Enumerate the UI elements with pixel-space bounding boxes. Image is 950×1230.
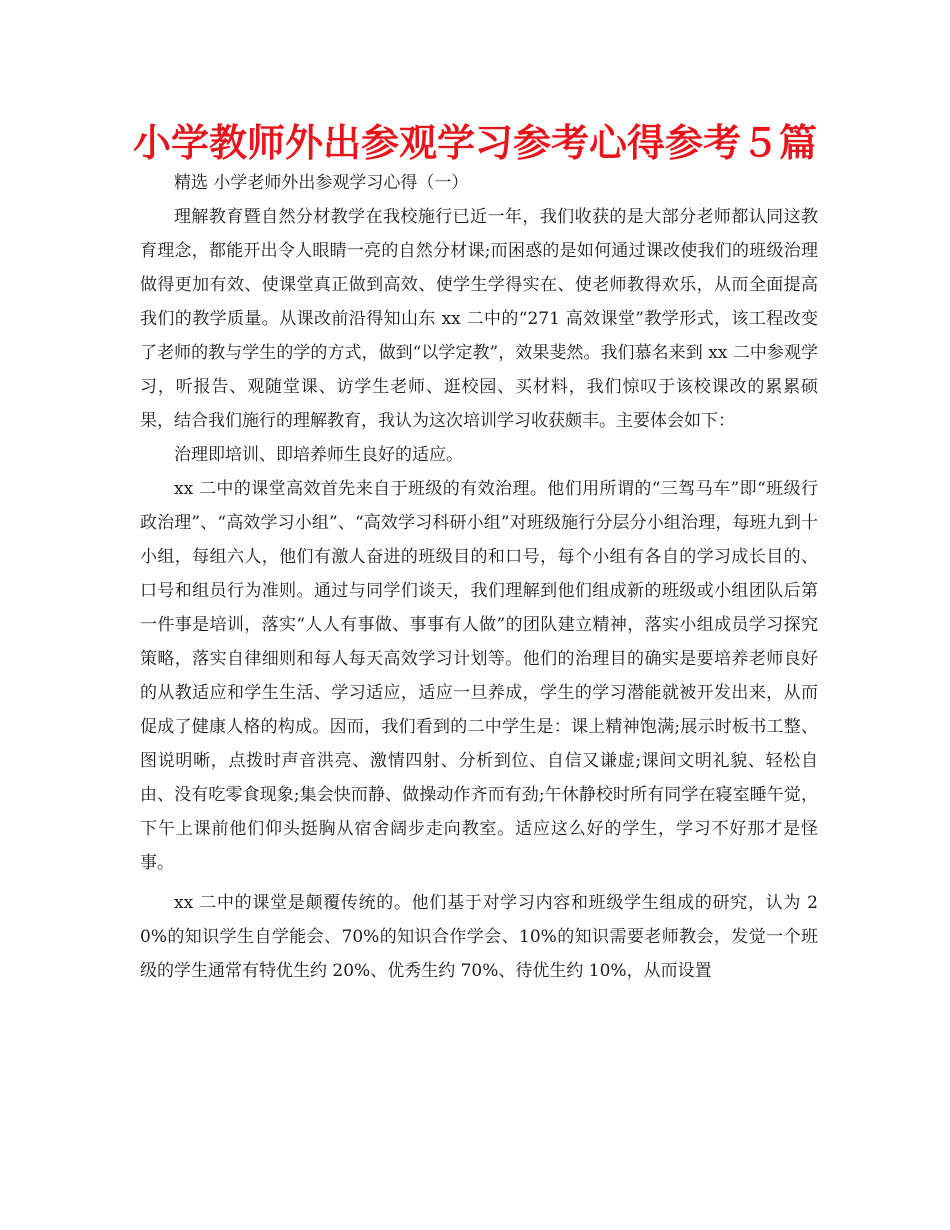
paragraph-intro: 理解教育暨自然分材教学在我校施行已近一年，我们收获的是大部分老师都认同这教育理念，都能开出令人眼睛一亮的自然分材课;而困惑的是如何通过课改使我们的班级治理做得更加有效、使课堂真正做到高效、使学生学得实在、使老师教得欢乐，从而全面提高我们的教学质量。从课改前沿得知山东 xx 二中的“271 高效课堂”教学形式，该工程改变了老师的教与学生的学的方式，做到“以学定教”，效果斐然。我们慕名来到 xx 二中参观学习，听报告、观随堂课、访学生老师、逛校园、买材料，我们惊叹于该校课改的累累硕果，结合我们施行的理解教育，我认为这次培训学习收获颇丰。主要体会如下： (140, 207, 818, 431)
document-title: 小学教师外出参观学习参考心得参考５篇 (132, 121, 817, 165)
paragraph-subtitle: 精选 小学老师外出参观学习心得（一） (174, 173, 469, 193)
paragraph-heading: 治理即培训、即培养师生良好的适应。 (174, 445, 463, 465)
document-body (140, 166, 818, 988)
paragraph-management: xx 二中的课堂高效首先来自于班级的有效治理。他们用所谓的“三驾马车”即“班级行政治理”、“高效学习小组”、“高效学习科研小组”对班级施行分层分小组治理，每班九到十小组，每组六人，他们有激人奋进的班级目的和口号，每个小组有各自的学习成长目的、口号和组员行为准则。通过与同学们谈天，我们理解到他们组成新的班级或小组团队后第一件事是培训，落实“人人有事做、事事有人做”的团队建立精神，落实小组成员学习探究策略，落实自律细则和每人每天高效学习计划等。他们的治理目的确实是要培养老师良好的从教适应和学生生活、学习适应，适应一旦养成，学生的学习潜能就被开发出来，从而促成了健康人格的构成。因而，我们看到的二中学生是：课上精神饱满;展示时板书工整、图说明晰，点拨时声音洪亮、激情四射、分析到位、自信又谦虚;课间文明礼貌、轻松自由、没有吃零食现象;集会快而静、做操动作齐而有劲;午休静校时所有同学在寝室睡午觉，下午上课前他们仰头挺胸从宿舍阔步走向教室。适应这么好的学生，学习不好那才是怪事。 (140, 479, 818, 873)
paragraph-classroom: xx 二中的课堂是颠覆传统的。他们基于对学习内容和班级学生组成的研究，认为 20%的知识学生自学能会、70%的知识合作学会、10%的知识需要老师教会，发觉一个班级的学生通常有特优生约 20%、优秀生约 70%、待优生约 10%，从而设置 (140, 893, 818, 981)
